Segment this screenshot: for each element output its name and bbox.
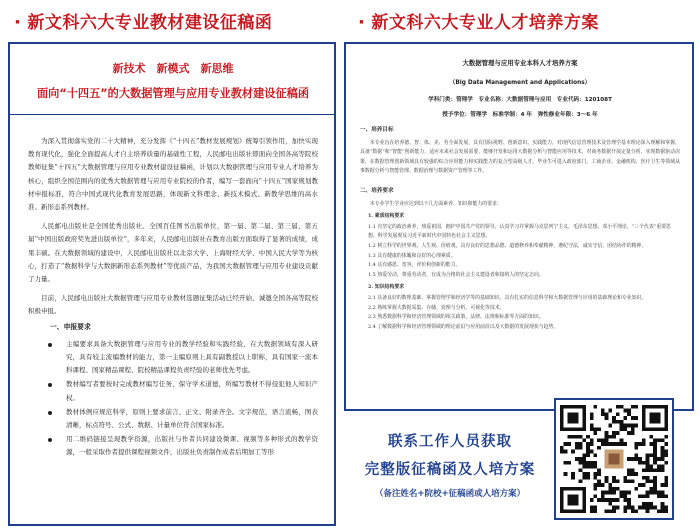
plan-paragraph: 本专业学生学业应达到以下几方面素养、知识和能力的要求： <box>369 200 502 207</box>
plan-item: 2.1 具备良好的数理基础，掌握管理学和经济学等的基础知识，具有扎实的信息科学和大数据管理与应用的基础理论和专业知识。 <box>368 294 647 301</box>
plan-item: 2.2 熟练掌握大数据采集、存储、处理与分析、可视化等技术。 <box>368 304 505 311</box>
requirement-item: 主编要求具备大数据管理与应用专业的教学经验和实践经验，在大数据领域有深入研究，具有较主流编教材的能力，第一主编原则上具有副教授以上职称，具有国家一流本科课程、国家精品课程、院校精品课程负责经验的老师优先考虑。 <box>42 338 318 378</box>
plan-section-heading: 一、培养目标 <box>360 127 394 133</box>
plan-item: 1.1 有坚定的政治素养，热爱祖国，拥护中国共产党的领导，认真学习并掌握马克思列宁主义、毛泽东思想、邓小平理论、“三个代表”重要思想、科学发展观及习近平新时代中国特色社会主义思想。 <box>368 223 671 240</box>
document-subtitle: 新技术 新模式 新思维 <box>112 62 234 75</box>
title-divider <box>10 114 334 115</box>
body-paragraph: 目前，人民邮电出版社大数据管理与应用专业教材选题征集活动已经开始，诚邀全国各高等院校积极申报。 <box>28 294 318 316</box>
plan-item: 1.2 树立科学的世界观、人生观、价值观，具有良好的思想品德、道德修养和奉献精神，遵纪守法，诚实守信，团结协作的精神。 <box>368 242 647 249</box>
body-paragraph: 人民邮电出版社是全国优秀出版社、全国百佳图书出版单位，第一届、第二届、第三届、第五届“中国出版政府奖先进出版单位”，多年来，人民邮电出版社在教育出版方面取得了显著的成绩，成果丰硕。在大数据领域的建设中，人民邮电出版社以北京大学、上海财经大学、中国人民大学等为核心，打造了“数据科学与大数据新形态系列教材”等优质产品，为我国大数据管理与应用专业建设贡献了力量。 <box>28 222 318 284</box>
requirement-list <box>42 338 318 460</box>
plan-title: 大数据管理与应用专业本科人才培养方案 <box>462 59 578 67</box>
plan-subheading: 2. 知识结构要求 <box>368 284 405 291</box>
plan-paragraph: 本专业旨在培养德、智、体、美、劳全面发展，具有国际视野、创新意识、实践能力，对现代信息管理技术及管理学基本理论深入理解和掌握，具备“数据”和“智能”创新能力，适应未来社会发展需要，能够开发和运用大数据分析与智能应用等技术，对商务数据开展定量分析、实现数据驱动决策，在数据管理创新领域具有较强的综合应用能力和实践能力的复合型高级人才。毕业生可进入政府部门、工商企业、金融机构、医疗卫生等领域从事数据分析与智能管理、数据治理与数据资产管理等工作。 <box>360 139 680 175</box>
left-heading-text: 新文科六大专业教材建设征稿函 <box>27 13 273 33</box>
plan-section-heading: 二、培养要求 <box>360 187 394 194</box>
left-heading <box>14 8 272 33</box>
plan-item: 2.4 了解数据科学和经济管理领域的理论前沿与应用前沿以及大数据的发展现状与趋势。 <box>368 323 559 330</box>
wechat-qr-code[interactable] <box>554 398 674 520</box>
plan-english-title: （Big Data Management and Applications） <box>449 80 591 86</box>
requirement-item: 教材编写者要按时完成教材编写任务，保守学术道德，所编写教材不得侵犯他人知识产权。 <box>42 378 318 404</box>
contact-line-1: 联系工作人员获取 <box>388 434 512 450</box>
heading-bullet: · <box>14 12 22 33</box>
document-title: 面向“十四五”的大数据管理与应用专业教材建设征稿函 <box>36 87 310 100</box>
heading-bullet: · <box>358 12 366 33</box>
requirement-item: 用二维码链接呈现教学资源，出版社与作者共同建设微课、视频等多种形式的教学资源，一般采取作者提供课程视频文件，出版社负责制作成者后期加工等形 <box>42 433 318 459</box>
right-heading <box>358 8 599 33</box>
plan-meta: 学科门类：管理学 专业名称：大数据管理与应用 专业代码：120108T <box>428 97 612 103</box>
document-body <box>28 135 318 460</box>
plan-item: 1.5 热爱劳动，尊重劳动者，有成为合格的社会主义建设者和接班人的坚定志向。 <box>368 271 544 278</box>
requirement-item: 教材体例应规范科学，原则上要求前言、正文、附录齐全。文字规范，语言流畅，图表清晰，标点符号、公式、数据、计量单位符合国家标准。 <box>42 406 318 432</box>
contact-line-2: 完整版征稿函及人培方案 <box>364 462 536 478</box>
call-for-papers-document <box>8 42 336 526</box>
body-paragraph: 为深入贯彻落实党的二十大精神，充分发挥《“十四五”教材发展规划》统筹引领作用，加快实现教育现代化，强化全面提高人才自主培养质量的基础性工程，人民邮电出版社即面向全国各高等院校教师征集“十四五”大数据管理与应用专业教材建设征稿函，计划以大数据管理与应用专业人才培养为核心，组织全国范围内的优秀大数据管理与应用专业院校的作者，编写一套面向“十四五”国家规划教材申报标准，符合中国式现代化教育发展思路，体现新文科理念、新技术模式、新教学思维的高水准、新形态系列教材。 <box>28 137 318 212</box>
plan-item: 2.3 熟悉数据科学和经济管理领域的相关政策、法律、法规和标准等方面的知识。 <box>368 314 544 321</box>
plan-item: 1.4 具有感恩、宽容、评价和创新的能力。 <box>368 262 461 269</box>
plan-body <box>360 126 680 332</box>
section-heading: 一、申报要求 <box>50 322 91 331</box>
qr-code-icon <box>560 404 668 514</box>
plan-meta: 授予学位：管理学 标准学制：4 年 弹性修业年限：3～6 年 <box>442 112 598 118</box>
right-heading-text: 新文科六大专业人才培养方案 <box>371 13 599 33</box>
plan-item: 1.3 具有健康的体魄和良好的心理素质。 <box>368 252 456 259</box>
contact-note: （备注姓名+院校+征稿函或人培方案） <box>374 489 526 499</box>
training-plan-document <box>344 42 694 411</box>
plan-subheading: 1. 素质结构要求 <box>368 213 405 220</box>
contact-callout <box>350 430 550 499</box>
